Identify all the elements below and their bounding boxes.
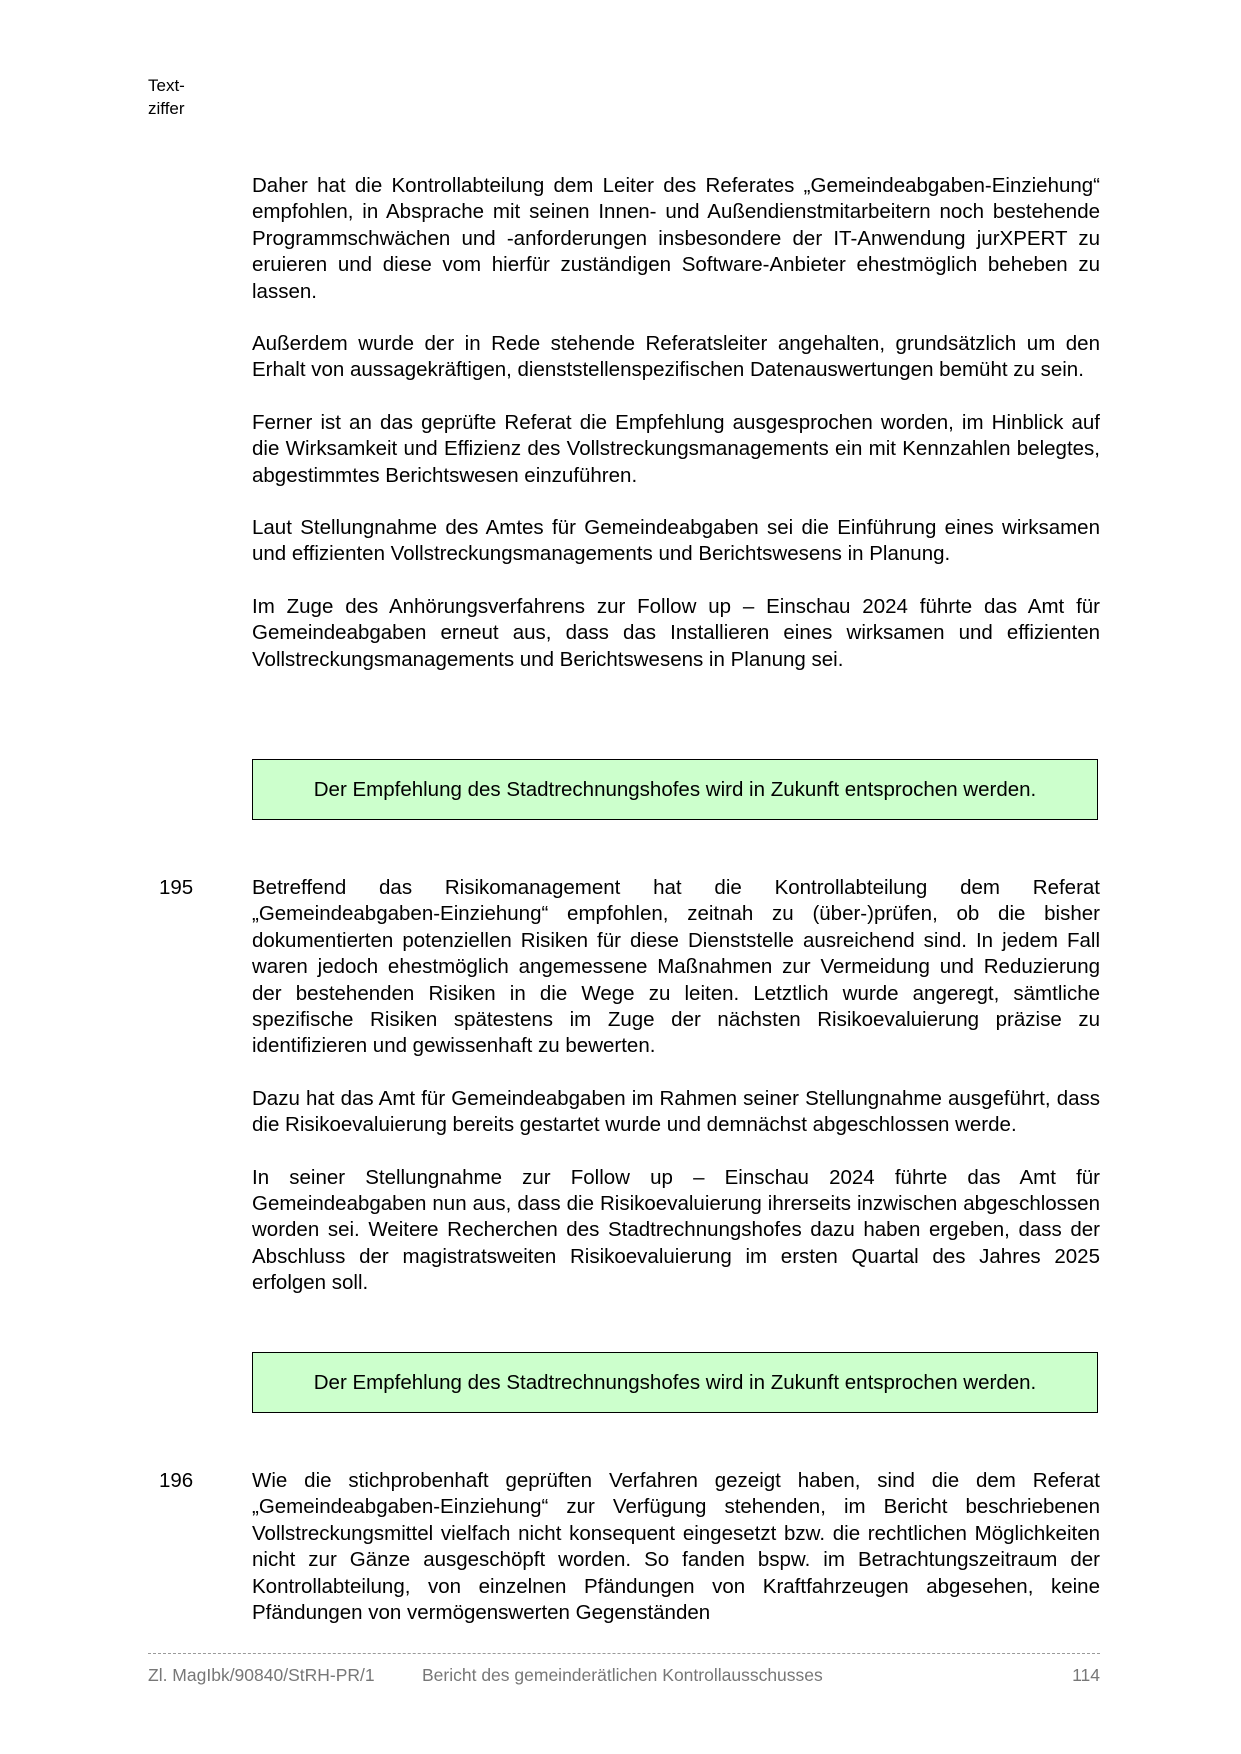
footer-title: Bericht des gemeinderätlichen Kontrollausschusses <box>422 1665 823 1685</box>
section-number: 195 <box>159 876 194 899</box>
margin-label-line-2: ziffer <box>148 99 185 118</box>
margin-label-line-1: Text- <box>148 76 185 95</box>
paragraph: In seiner Stellungnahme zur Follow up – Einschau 2024 führte das Amt für Gemeindeabgaben nun aus, dass die Risikoevaluierung ihrerseits inzwischen abgeschlossen worden sei. Weitere Recherchen des Stadtrechnungshofes dazu haben ergeben, dass der Abschluss der magistratsweiten Risikoevaluierung im ersten Quartal des Jahres 2025 erfolgen soll. <box>252 1165 1100 1295</box>
recommendation-box: Der Empfehlung des Stadtrechnungshofes wird in Zukunft entsprochen werden. <box>252 1352 1098 1413</box>
paragraph: Außerdem wurde der in Rede stehende Referatsleiter angehalten, grundsätzlich um den Erhalt von aussagekräftigen, dienststellenspezifischen Datenauswertungen bemüht zu sein. <box>252 332 1100 382</box>
section-195 <box>252 875 1100 1297</box>
recommendation-box: Der Empfehlung des Stadtrechnungshofes wird in Zukunft entsprochen werden. <box>252 759 1098 820</box>
margin-label <box>148 74 185 120</box>
paragraph: Daher hat die Kontrollabteilung dem Leiter des Referates „Gemeindeabgaben-Einziehung“ empfohlen, in Absprache mit seinen Innen- und Außendienstmitarbeitern noch bestehende Programmschwächen und -anforderungen insbesondere der IT-Anwendung jurXPERT zu eruieren und diese vom hierfür zuständigen Software-Anbieter ehestmöglich beheben zu lassen. <box>252 174 1100 303</box>
paragraph: Im Zuge des Anhörungsverfahrens zur Follow up – Einschau 2024 führte das Amt für Gemeindeabgaben erneut aus, dass das Installieren eines wirksamen und effizienten Vollstreckungsmanagements und Berichtswesens in Planung sei. <box>252 594 1100 671</box>
footer-reference: Zl. MagIbk/90840/StRH-PR/1 <box>148 1665 375 1685</box>
section-number: 196 <box>159 1469 194 1492</box>
page-number: 114 <box>1072 1665 1100 1685</box>
paragraph: Wie die stichprobenhaft geprüften Verfahren gezeigt haben, sind die dem Referat „Gemeindeabgaben-Einziehung“ zur Verfügung stehenden, im Bericht beschriebenen Vollstreckungsmittel vielfach nicht konsequent eingesetzt bzw. die rechtlichen Möglichkeiten nicht zur Gänze ausgeschöpft worden. So fanden bspw. im Betrachtungszeitraum der Kontrollabteilung, von einzelnen Pfändungen von Kraftfahrzeugen abgesehen, keine Pfändungen von vermögenswerten Gegenständen <box>252 1469 1100 1625</box>
paragraph: Betreffend das Risikomanagement hat die Kontrollabteilung dem Referat „Gemeindeabgaben-Einziehung“ empfohlen, zeitnah zu (über-)prüfen, ob die bisher dokumentierten potenziellen Risiken für diese Dienststelle ausreichend sind. In jedem Fall waren jedoch ehestmöglich angemessene Maßnahmen zur Vermeidung und Reduzierung der bestehenden Risiken in die Wege zu leiten. Letztlich wurde angeregt, sämtliche spezifische Risiken spätestens im Zuge der nächsten Risikoevaluierung präzise zu identifizieren und gewissenhaft zu bewerten. <box>252 876 1100 1058</box>
paragraph: Dazu hat das Amt für Gemeindeabgaben im Rahmen seiner Stellungnahme ausgeführt, dass die Risikoevaluierung bereits gestartet wurde und demnächst abgeschlossen werde. <box>252 1086 1100 1137</box>
paragraph: Laut Stellungnahme des Amtes für Gemeindeabgaben sei die Einführung eines wirksamen und effizienten Vollstreckungsmanagements und Berichtswesens in Planung. <box>252 516 1100 566</box>
section-196 <box>252 1468 1100 1626</box>
paragraph: Ferner ist an das geprüfte Referat die Empfehlung ausgesprochen worden, im Hinblick auf die Wirksamkeit und Effizienz des Vollstreckungsmanagements ein mit Kennzahlen belegtes, abgestimmtes Berichtswesen einzuführen. <box>252 410 1100 487</box>
section-continued <box>252 173 1100 673</box>
footer-divider <box>148 1653 1100 1654</box>
